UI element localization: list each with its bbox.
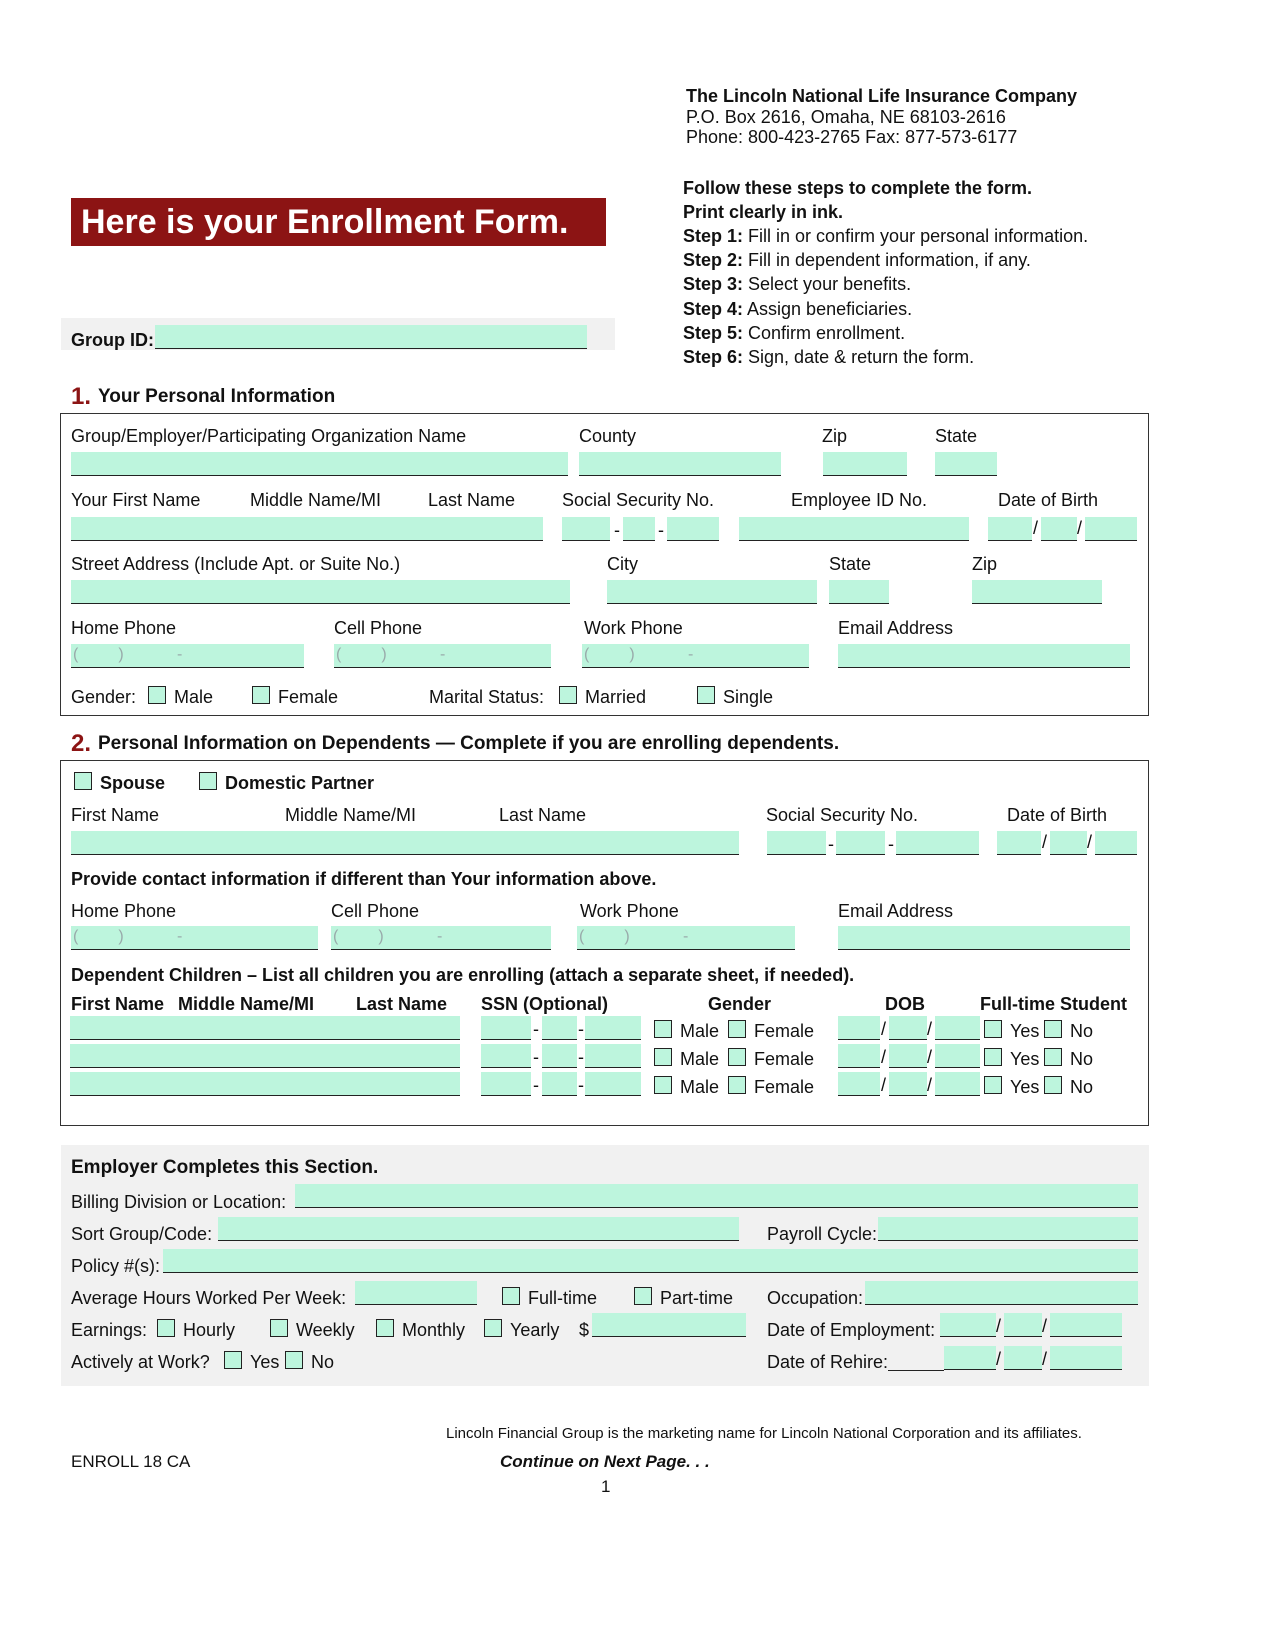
section2-number: 2. <box>71 730 92 757</box>
org-name-input[interactable] <box>71 452 568 476</box>
rehire-month[interactable] <box>944 1346 996 1370</box>
cell-phone-input[interactable]: ( ) - <box>334 644 551 668</box>
zip2-label: Zip <box>972 554 998 574</box>
billing-label: Billing Division or Location: <box>71 1192 287 1212</box>
child-dob-month[interactable] <box>838 1016 880 1040</box>
contact-note: Provide contact information if different than Your information above. <box>71 869 657 889</box>
dep-ssn2-input[interactable] <box>836 831 885 855</box>
ssn-dash: - <box>533 1047 539 1067</box>
work-phone-input[interactable]: ( ) - <box>582 644 809 668</box>
child-dob-year[interactable] <box>935 1044 980 1068</box>
child-female-checkbox[interactable] <box>728 1048 746 1066</box>
child-student-no-label: No <box>1070 1021 1094 1041</box>
spouse-checkbox[interactable] <box>74 772 92 790</box>
zip-input[interactable] <box>823 452 907 476</box>
ssn-part2-input[interactable] <box>623 517 655 541</box>
instruction-step <box>683 299 912 319</box>
dob-label: Date of Birth <box>998 490 1099 510</box>
first-name-label: Your First Name <box>71 490 201 510</box>
child-student-no-checkbox[interactable] <box>1044 1020 1062 1038</box>
section1-number: 1. <box>71 383 92 410</box>
middle-name-label: Middle Name/MI <box>250 490 382 510</box>
single-label: Single <box>723 687 774 707</box>
child-col-dob: DOB <box>885 994 925 1014</box>
billing-input[interactable] <box>295 1184 1138 1208</box>
dollar-sign: $ <box>579 1320 590 1340</box>
instructions-heading: Follow these steps to complete the form. <box>683 178 1033 198</box>
occupation-label: Occupation: <box>767 1288 864 1308</box>
step-text: Select your benefits. <box>748 274 912 295</box>
yearly-label: Yearly <box>510 1320 560 1340</box>
street-label: Street Address (Include Apt. or Suite No.) <box>71 554 401 574</box>
state2-label: State <box>829 554 872 574</box>
dep-first-label: First Name <box>71 805 160 825</box>
child-student-yes-checkbox[interactable] <box>984 1020 1002 1038</box>
date-employment-label: Date of Employment: <box>767 1320 936 1340</box>
child-student-yes-label: Yes <box>1010 1049 1040 1069</box>
child-student-no-label: No <box>1070 1077 1094 1097</box>
state-input[interactable] <box>935 452 997 476</box>
dob-year-input[interactable] <box>1085 517 1137 541</box>
city-input[interactable] <box>607 580 817 604</box>
marketing-note: Lincoln Financial Group is the marketing name for Lincoln National Corporation and its affiliates. <box>446 1425 1082 1442</box>
dep-home-phone-input[interactable]: ( ) - <box>71 926 318 950</box>
page-number: 1 <box>601 1477 611 1496</box>
marital-label: Marital Status: <box>429 687 545 707</box>
name-input[interactable] <box>71 517 543 541</box>
child-ssn3-input[interactable] <box>585 1016 641 1040</box>
partner-checkbox[interactable] <box>199 772 217 790</box>
last-name-label: Last Name <box>428 490 516 510</box>
instruction-step <box>683 226 1088 246</box>
email-label: Email Address <box>838 618 954 638</box>
dep-dob-year[interactable] <box>1095 831 1137 855</box>
dep-dob-label: Date of Birth <box>1007 805 1108 825</box>
ssn-part1-input[interactable] <box>562 517 610 541</box>
avg-hours-input[interactable] <box>355 1281 477 1305</box>
child-student-yes-checkbox[interactable] <box>984 1048 1002 1066</box>
state2-input[interactable] <box>829 580 889 604</box>
ssn-dash: - <box>578 1047 584 1067</box>
step-label: Step 3: <box>683 274 744 295</box>
employee-id-label: Employee ID No. <box>791 490 928 510</box>
instruction-step <box>683 323 905 343</box>
zip2-input[interactable] <box>972 580 1102 604</box>
dep-home-phone-label: Home Phone <box>71 901 177 921</box>
child-dob-month[interactable] <box>838 1044 880 1068</box>
weekly-label: Weekly <box>296 1320 355 1340</box>
dep-last-label: Last Name <box>499 805 587 825</box>
ssn-dash: - <box>578 1019 584 1039</box>
child-name-input[interactable] <box>70 1016 460 1040</box>
org-name-label: Group/Employer/Participating Organization Name <box>71 426 467 446</box>
child-student-no-label: No <box>1070 1049 1094 1069</box>
dep-ssn3-input[interactable] <box>896 831 979 855</box>
date-slash: / <box>927 1019 933 1039</box>
male-label: Male <box>174 687 214 707</box>
spouse-label: Spouse <box>100 773 166 793</box>
ssn-dash: - <box>828 834 834 854</box>
child-female-label: Female <box>754 1049 815 1069</box>
weekly-checkbox[interactable] <box>270 1319 288 1337</box>
section2-title: Personal Information on Dependents — Complete if you are enrolling dependents. <box>98 733 840 754</box>
child-col-student: Full-time Student <box>980 994 1127 1014</box>
child-name-input[interactable] <box>70 1072 460 1096</box>
child-dob-month[interactable] <box>838 1072 880 1096</box>
child-student-no-checkbox[interactable] <box>1044 1048 1062 1066</box>
step-text: Assign beneficiaries. <box>747 298 913 319</box>
group-id-input[interactable] <box>155 325 587 349</box>
child-student-yes-label: Yes <box>1010 1077 1040 1097</box>
instruction-step <box>683 347 974 367</box>
ssn-part3-input[interactable] <box>667 517 719 541</box>
date-slash: / <box>996 1349 1002 1369</box>
actively-no-checkbox[interactable] <box>285 1351 303 1369</box>
child-col-first: First Name <box>71 994 165 1014</box>
section1-title: Your Personal Information <box>98 386 336 407</box>
child-student-yes-label: Yes <box>1010 1021 1040 1041</box>
email-input[interactable] <box>838 644 1130 668</box>
continue-note: Continue on Next Page. . . <box>500 1452 710 1471</box>
monthly-label: Monthly <box>402 1320 466 1340</box>
dob-slash: / <box>1087 832 1093 852</box>
home-phone-label: Home Phone <box>71 618 177 638</box>
child-ssn2-input[interactable] <box>542 1044 577 1068</box>
step-text: Fill in dependent information, if any. <box>748 250 1031 271</box>
date-slash: / <box>996 1316 1002 1336</box>
state-label: State <box>935 426 978 446</box>
dob-month-input[interactable] <box>988 517 1032 541</box>
dob-slash: / <box>1033 518 1039 538</box>
employer-heading: Employer Completes this Section. <box>71 1157 379 1178</box>
child-name-input[interactable] <box>70 1044 460 1068</box>
married-checkbox[interactable] <box>559 686 577 704</box>
child-dob-day[interactable] <box>889 1072 927 1096</box>
child-male-label: Male <box>680 1021 720 1041</box>
dep-middle-label: Middle Name/MI <box>285 805 417 825</box>
date-slash: / <box>927 1047 933 1067</box>
child-male-label: Male <box>680 1077 720 1097</box>
male-checkbox[interactable] <box>148 686 166 704</box>
child-student-yes-checkbox[interactable] <box>984 1076 1002 1094</box>
child-col-ssn: SSN (Optional) <box>481 994 608 1014</box>
child-female-checkbox[interactable] <box>728 1020 746 1038</box>
child-dob-day[interactable] <box>889 1016 927 1040</box>
dep-email-input[interactable] <box>838 926 1130 950</box>
hourly-checkbox[interactable] <box>157 1319 175 1337</box>
dep-work-phone-label: Work Phone <box>580 901 679 921</box>
group-id-label: Group ID: <box>71 330 154 350</box>
date-slash: / <box>1042 1316 1048 1336</box>
step-label: Step 4: <box>683 298 744 319</box>
partner-label: Domestic Partner <box>225 773 375 793</box>
ssn-label: Social Security No. <box>562 490 715 510</box>
dob-slash: / <box>1077 518 1083 538</box>
earnings-label: Earnings: <box>71 1320 148 1340</box>
sort-group-input[interactable] <box>218 1217 739 1241</box>
employment-month[interactable] <box>940 1313 996 1337</box>
ssn-dash: - <box>578 1075 584 1095</box>
ssn-dash: - <box>888 834 894 854</box>
dob-day-input[interactable] <box>1041 517 1077 541</box>
yearly-checkbox[interactable] <box>484 1319 502 1337</box>
child-ssn1-input[interactable] <box>481 1072 531 1096</box>
ssn-dash: - <box>614 520 620 540</box>
date-slash: / <box>881 1019 887 1039</box>
county-label: County <box>579 426 637 446</box>
child-ssn1-input[interactable] <box>481 1016 531 1040</box>
child-ssn2-input[interactable] <box>542 1016 577 1040</box>
rehire-year[interactable] <box>1050 1346 1122 1370</box>
dep-ssn-label: Social Security No. <box>766 805 919 825</box>
ssn-dash: - <box>533 1075 539 1095</box>
date-slash: / <box>881 1075 887 1095</box>
city-label: City <box>607 554 638 574</box>
married-label: Married <box>585 687 647 707</box>
date-slash: / <box>927 1075 933 1095</box>
step-label: Step 1: <box>683 226 744 246</box>
rehire-day[interactable] <box>1004 1346 1042 1370</box>
child-ssn3-input[interactable] <box>585 1072 641 1096</box>
company-name: The Lincoln National Life Insurance Company <box>686 86 1078 106</box>
part-time-checkbox[interactable] <box>634 1287 652 1305</box>
payroll-label: Payroll Cycle: <box>767 1224 878 1244</box>
dep-dob-month[interactable] <box>997 831 1041 855</box>
work-phone-label: Work Phone <box>584 618 683 638</box>
child-female-label: Female <box>754 1077 815 1097</box>
single-checkbox[interactable] <box>697 686 715 704</box>
child-col-last: Last Name <box>356 994 448 1014</box>
child-col-gender: Gender <box>708 994 772 1014</box>
zip-label: Zip <box>822 426 848 446</box>
hourly-label: Hourly <box>183 1320 236 1340</box>
step-label: Step 5: <box>683 322 744 343</box>
full-time-label: Full-time <box>528 1288 598 1308</box>
child-male-checkbox[interactable] <box>654 1076 672 1094</box>
step-label: Step 2: <box>683 250 744 271</box>
instruction-step <box>683 250 1031 270</box>
policy-input[interactable] <box>163 1249 1138 1273</box>
dep-ssn1-input[interactable] <box>767 831 826 855</box>
banner <box>71 198 606 246</box>
child-ssn2-input[interactable] <box>542 1072 577 1096</box>
payroll-input[interactable] <box>878 1217 1138 1241</box>
dep-cell-phone-label: Cell Phone <box>331 901 420 921</box>
date-slash: / <box>1042 1349 1048 1369</box>
dob-slash: / <box>1042 832 1048 852</box>
child-ssn1-input[interactable] <box>481 1044 531 1068</box>
cell-phone-label: Cell Phone <box>334 618 423 638</box>
company-address: P.O. Box 2616, Omaha, NE 68103-2616 <box>686 107 1006 127</box>
child-female-checkbox[interactable] <box>728 1076 746 1094</box>
county-input[interactable] <box>579 452 781 476</box>
child-male-label: Male <box>680 1049 720 1069</box>
child-male-checkbox[interactable] <box>654 1020 672 1038</box>
part-time-label: Part-time <box>660 1288 734 1308</box>
dep-work-phone-input[interactable]: ( ) - <box>577 926 795 950</box>
child-dob-year[interactable] <box>935 1072 980 1096</box>
female-checkbox[interactable] <box>252 686 270 704</box>
dep-cell-phone-input[interactable]: ( ) - <box>331 926 551 950</box>
instruction-step <box>683 274 911 294</box>
step-text: Confirm enrollment. <box>748 322 906 343</box>
child-dob-year[interactable] <box>935 1016 980 1040</box>
dep-email-label: Email Address <box>838 901 954 921</box>
child-dob-day[interactable] <box>889 1044 927 1068</box>
dep-name-input[interactable] <box>71 831 739 855</box>
actively-label: Actively at Work? <box>71 1352 210 1372</box>
employment-year[interactable] <box>1050 1313 1122 1337</box>
ssn-dash: - <box>533 1019 539 1039</box>
date-rehire-label: Date of Rehire: <box>767 1352 889 1372</box>
child-col-middle: Middle Name/MI <box>178 994 315 1014</box>
step-text: Fill in or confirm your personal information. <box>748 226 1089 246</box>
date-slash: / <box>881 1047 887 1067</box>
dep-dob-day[interactable] <box>1050 831 1087 855</box>
employment-day[interactable] <box>1004 1313 1042 1337</box>
step-label: Step 6: <box>683 347 744 367</box>
employee-id-input[interactable] <box>739 517 969 541</box>
child-female-label: Female <box>754 1021 815 1041</box>
occupation-input[interactable] <box>865 1281 1138 1305</box>
policy-label: Policy #(s): <box>71 1256 161 1276</box>
actively-yes-checkbox[interactable] <box>224 1351 242 1369</box>
actively-no-label: No <box>311 1352 335 1372</box>
ssn-dash: - <box>658 520 664 540</box>
child-student-no-checkbox[interactable] <box>1044 1076 1062 1094</box>
form-code: ENROLL 18 CA <box>71 1452 191 1471</box>
rehire-blank <box>888 1348 944 1371</box>
earnings-input[interactable] <box>592 1313 746 1337</box>
street-input[interactable] <box>71 580 570 604</box>
sort-group-label: Sort Group/Code: <box>71 1224 213 1244</box>
instructions-ink: Print clearly in ink. <box>683 202 844 222</box>
banner-title: Here is your Enrollment Form. <box>81 203 569 241</box>
actively-yes-label: Yes <box>250 1352 280 1372</box>
children-heading: Dependent Children – List all children you are enrolling (attach a separate sheet, if needed). <box>71 965 855 985</box>
child-male-checkbox[interactable] <box>654 1048 672 1066</box>
full-time-checkbox[interactable] <box>502 1287 520 1305</box>
monthly-checkbox[interactable] <box>376 1319 394 1337</box>
child-ssn3-input[interactable] <box>585 1044 641 1068</box>
company-contact: Phone: 800-423-2765 Fax: 877-573-6177 <box>686 127 1018 147</box>
home-phone-input[interactable]: ( ) - <box>71 644 304 668</box>
female-label: Female <box>278 687 339 707</box>
gender-label: Gender: <box>71 687 137 707</box>
step-text: Sign, date & return the form. <box>748 347 975 367</box>
avg-hours-label: Average Hours Worked Per Week: <box>71 1288 347 1308</box>
